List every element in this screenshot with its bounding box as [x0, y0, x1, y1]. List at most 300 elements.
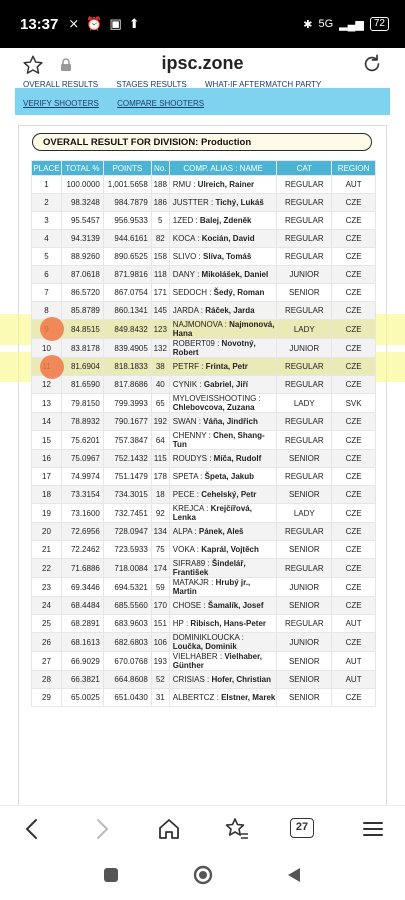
shooter-name: Najmonová, Hana: [172, 320, 275, 338]
cell-region: CZE: [332, 504, 376, 523]
shooter-name: Ribisch, Hans-Peter: [190, 619, 266, 628]
browser-bottom-nav: [0, 805, 405, 855]
status-bar: [0, 0, 405, 48]
cell-place: 17: [32, 468, 62, 486]
cell-no: 132: [151, 339, 169, 358]
shooter-name: Hrubý jr., Martin: [172, 578, 251, 596]
shooter-name: Kaprál, Vojtěch: [201, 545, 259, 554]
status-right: [303, 17, 389, 31]
cell-region: CZE: [332, 578, 376, 597]
cell-alias-name[interactable]: [169, 504, 277, 523]
site-nav-row: [15, 99, 212, 108]
status-notification-icons: [68, 16, 139, 32]
cell-no: 134: [151, 523, 169, 541]
cell-cat: SENIOR: [277, 689, 332, 707]
shooter-name: Loučka, Dominik: [172, 642, 237, 651]
cell-cat: JUNIOR: [277, 339, 332, 358]
cell-region: CZE: [332, 431, 376, 450]
alias-text: SIFRA89 :: [172, 559, 210, 568]
cell-cat: LADY: [277, 504, 332, 523]
cell-points: 723.5933: [103, 541, 151, 559]
result-row: [32, 431, 376, 450]
cell-region: CZE: [332, 376, 376, 394]
cell-region: AUT: [332, 615, 376, 633]
cell-no: 174: [151, 559, 169, 578]
cell-cat: JUNIOR: [277, 633, 332, 652]
nav-stages-results[interactable]: STAGES RESULTS: [116, 80, 187, 89]
cell-cat: REGULAR: [277, 523, 332, 541]
cell-place: 12: [32, 376, 62, 394]
cell-no: 92: [151, 504, 169, 523]
cell-cat: SENIOR: [277, 284, 332, 302]
cell-no: 40: [151, 376, 169, 394]
cell-alias-name[interactable]: [169, 176, 277, 194]
cell-points: 682.6803: [103, 633, 151, 652]
cell-points: 790.1677: [103, 413, 151, 431]
shooter-name: Elstner, Marek: [221, 693, 276, 702]
cell-total: 73.3154: [61, 486, 103, 504]
back-icon[interactable]: [20, 816, 46, 842]
cell-place: 19: [32, 504, 62, 523]
cell-points: 732.7451: [103, 504, 151, 523]
cell-alias-name[interactable]: [169, 284, 277, 302]
cell-no: 18: [151, 486, 169, 504]
col-cat[interactable]: CAT: [277, 161, 332, 176]
alias-text: HP :: [172, 619, 189, 628]
result-row: [32, 504, 376, 523]
cell-total: 78.8932: [61, 413, 103, 431]
bluetooth-icon: ✱: [303, 18, 313, 31]
cell-alias-name[interactable]: [169, 559, 277, 578]
bookmarks-icon[interactable]: [224, 816, 250, 842]
cell-region: CZE: [332, 212, 376, 230]
cell-region: CZE: [332, 266, 376, 284]
cell-cat: SENIOR: [277, 671, 332, 689]
forward-icon[interactable]: [88, 816, 114, 842]
cell-cat: REGULAR: [277, 302, 332, 320]
cell-alias-name[interactable]: [169, 248, 277, 266]
shooter-name: Frinta, Petr: [205, 362, 248, 371]
results-table: [31, 160, 376, 707]
cell-cat: LADY: [277, 320, 332, 339]
cell-cat: REGULAR: [277, 468, 332, 486]
cell-no: 186: [151, 194, 169, 212]
alias-text: CHENNY :: [172, 431, 211, 440]
shooter-name: Kocián, David: [201, 234, 255, 243]
cell-region: CZE: [332, 689, 376, 707]
menu-icon[interactable]: [360, 816, 386, 842]
cell-total: 68.1613: [61, 633, 103, 652]
cell-region: CZE: [332, 248, 376, 266]
cell-place: 18: [32, 486, 62, 504]
cell-alias-name[interactable]: [169, 302, 277, 320]
shooter-name: Krejčířová, Lenka: [172, 504, 252, 522]
cell-no: 106: [151, 633, 169, 652]
shooter-name: Pánek, Aleš: [198, 527, 244, 536]
alias-text: PECE :: [172, 490, 199, 499]
result-row: [32, 176, 376, 194]
alias-text: 1ZED :: [172, 216, 198, 225]
alias-text: KREJCA :: [172, 504, 209, 513]
cell-region: CZE: [332, 302, 376, 320]
shooter-name: Hofer, Christian: [211, 675, 272, 684]
cell-total: 68.2891: [61, 615, 103, 633]
result-row: [32, 633, 376, 652]
cell-points: 664.8608: [103, 671, 151, 689]
result-row: [32, 284, 376, 302]
alias-text: ALPA :: [172, 527, 197, 536]
cell-total: 73.1600: [61, 504, 103, 523]
cell-cat: REGULAR: [277, 376, 332, 394]
alias-text: CYNIK :: [172, 380, 202, 389]
cell-no: 123: [151, 320, 169, 339]
cell-no: 178: [151, 468, 169, 486]
shooter-name: Míča, Rudolf: [213, 454, 262, 463]
cell-place: 7: [32, 284, 62, 302]
col-total[interactable]: TOTAL %: [61, 161, 103, 176]
shooter-name: Slíva, Tomáš: [203, 252, 252, 261]
result-row: [32, 597, 376, 615]
cell-total: 85.8789: [61, 302, 103, 320]
cell-points: 849.8432: [103, 320, 151, 339]
shooter-name: Tichý, Lukáš: [215, 198, 264, 207]
cell-alias-name[interactable]: [169, 413, 277, 431]
cell-alias-name[interactable]: [169, 376, 277, 394]
cell-total: 66.3821: [61, 671, 103, 689]
cell-cat: LADY: [277, 394, 332, 413]
cell-alias-name[interactable]: [169, 523, 277, 541]
cell-place: 5: [32, 248, 62, 266]
cell-alias-name[interactable]: [169, 597, 277, 615]
shooter-name: Mikolášek, Daniel: [201, 270, 269, 279]
cell-cat: REGULAR: [277, 358, 332, 376]
cell-total: 68.4484: [61, 597, 103, 615]
cell-cat: REGULAR: [277, 176, 332, 194]
cell-region: CZE: [332, 559, 376, 578]
nfc-icon: ▣: [109, 16, 122, 31]
cell-points: 728.0947: [103, 523, 151, 541]
cell-region: CZE: [332, 597, 376, 615]
cell-total: 83.8178: [61, 339, 103, 358]
cell-place: 8: [32, 302, 62, 320]
result-row: [32, 615, 376, 633]
cell-cat: REGULAR: [277, 431, 332, 450]
cell-place: 2: [32, 194, 62, 212]
cell-region: AUT: [332, 671, 376, 689]
result-row: [32, 339, 376, 358]
cell-points: 818.1833: [103, 358, 151, 376]
cell-total: 81.6904: [61, 358, 103, 376]
cell-points: 871.9816: [103, 266, 151, 284]
nav-compare-shooters[interactable]: COMPARE SHOOTERS: [117, 99, 205, 108]
home-icon[interactable]: [156, 816, 182, 842]
result-row: [32, 450, 376, 468]
cell-total: 100.0000: [61, 176, 103, 194]
cell-points: 752.1432: [103, 450, 151, 468]
result-row: [32, 302, 376, 320]
cell-region: SVK: [332, 394, 376, 413]
cell-no: 31: [151, 689, 169, 707]
cell-region: CZE: [332, 486, 376, 504]
cell-region: CZE: [332, 523, 376, 541]
result-row: [32, 671, 376, 689]
cell-alias-name[interactable]: [169, 652, 277, 671]
shooter-name: Chlebovcova, Zuzana: [172, 403, 255, 412]
result-row: [32, 320, 376, 339]
cell-cat: SENIOR: [277, 486, 332, 504]
alias-text: ALBERTCZ :: [172, 693, 219, 702]
cell-place: 23: [32, 578, 62, 597]
signal-icon: ▂▄▆: [339, 18, 364, 31]
cell-region: CZE: [332, 194, 376, 212]
touch-marker: [40, 355, 64, 379]
home-circle-icon[interactable]: [193, 865, 213, 885]
cell-no: 192: [151, 413, 169, 431]
cell-place: 24: [32, 597, 62, 615]
shooter-name: Ulreich, Rainer: [197, 180, 255, 189]
cell-points: 890.6525: [103, 248, 151, 266]
result-row: [32, 689, 376, 707]
cell-alias-name[interactable]: [169, 230, 277, 248]
site-nav: [15, 80, 390, 115]
system-back-icon[interactable]: [285, 866, 303, 884]
reload-icon[interactable]: [361, 53, 383, 75]
cell-place: 10: [32, 339, 62, 358]
cell-alias-name[interactable]: [169, 615, 277, 633]
shooter-name: Šamalík, Josef: [207, 601, 264, 610]
cell-total: 71.6886: [61, 559, 103, 578]
touch-marker: [40, 317, 64, 341]
cell-region: CZE: [332, 468, 376, 486]
cell-region: CZE: [332, 284, 376, 302]
cell-alias-name[interactable]: [169, 671, 277, 689]
shooter-name: Vielhaber, Günther: [172, 652, 263, 670]
cell-cat: REGULAR: [277, 230, 332, 248]
cell-alias-name[interactable]: [169, 339, 277, 358]
col-points[interactable]: POINTS: [103, 161, 151, 176]
cell-alias-name[interactable]: [169, 486, 277, 504]
cell-alias-name[interactable]: [169, 689, 277, 707]
cell-alias-name[interactable]: [169, 541, 277, 559]
cell-no: 52: [151, 671, 169, 689]
alias-text: MATAKJR :: [172, 578, 214, 587]
cell-total: 72.6956: [61, 523, 103, 541]
cell-alias-name[interactable]: [169, 194, 277, 212]
cell-place: 15: [32, 431, 62, 450]
shooter-name: Šedý, Roman: [213, 288, 265, 297]
nav-overall-results[interactable]: OVERALL RESULTS: [23, 80, 99, 89]
col-alias[interactable]: COMP. ALIAS : NAME: [169, 161, 277, 176]
cell-no: 193: [151, 652, 169, 671]
cell-alias-name[interactable]: [169, 578, 277, 597]
cell-no: 115: [151, 450, 169, 468]
result-row: [32, 468, 376, 486]
cell-cat: SENIOR: [277, 652, 332, 671]
cell-no: 118: [151, 266, 169, 284]
alias-text: MYLOVEISSHOOTING :: [172, 394, 261, 403]
battery-indicator: 72: [370, 17, 389, 31]
cell-no: 64: [151, 431, 169, 450]
cell-points: 718.0084: [103, 559, 151, 578]
cell-region: CZE: [332, 450, 376, 468]
results-header-row: [32, 161, 376, 176]
alias-text: JUSTTER :: [172, 198, 214, 207]
alias-text: DANY :: [172, 270, 200, 279]
alias-text: CRISIAS :: [172, 675, 210, 684]
cell-place: 27: [32, 652, 62, 671]
cell-cat: REGULAR: [277, 413, 332, 431]
col-region[interactable]: REGION: [332, 161, 376, 176]
mute-icon: ⨯: [68, 16, 80, 31]
cell-no: 59: [151, 578, 169, 597]
result-row: [32, 541, 376, 559]
cell-place: 13: [32, 394, 62, 413]
alias-text: ROUDYS :: [172, 454, 212, 463]
cell-points: 817.8686: [103, 376, 151, 394]
cell-place: 28: [32, 671, 62, 689]
cell-alias-name[interactable]: [169, 358, 277, 376]
nav-verify-shooters[interactable]: VERIFY SHOOTERS: [23, 99, 99, 108]
cell-cat: JUNIOR: [277, 578, 332, 597]
col-place[interactable]: PLACE: [32, 161, 62, 176]
cell-points: 984.7879: [103, 194, 151, 212]
site-nav-cut-row: [15, 80, 329, 89]
cell-alias-name[interactable]: [169, 450, 277, 468]
cell-no: 171: [151, 284, 169, 302]
cell-total: 86.5720: [61, 284, 103, 302]
cell-cat: SENIOR: [277, 597, 332, 615]
cell-region: CZE: [332, 413, 376, 431]
alias-text: VIELHABER :: [172, 652, 223, 661]
shooter-name: Šindelář, František: [172, 559, 246, 577]
shooter-name: Novotný, Robert: [172, 339, 256, 357]
alarm-icon: ⏰: [86, 16, 103, 31]
alias-text: SWAN :: [172, 417, 201, 426]
shooter-name: Balej, Zdeněk: [199, 216, 252, 225]
cell-points: 1,001.5658: [103, 176, 151, 194]
cell-no: 145: [151, 302, 169, 320]
cell-place: 21: [32, 541, 62, 559]
cell-place: 1: [32, 176, 62, 194]
cell-total: 72.2462: [61, 541, 103, 559]
cell-total: 95.5457: [61, 212, 103, 230]
cell-no: 5: [151, 212, 169, 230]
cell-total: 65.0025: [61, 689, 103, 707]
cell-no: 38: [151, 358, 169, 376]
result-row: [32, 358, 376, 376]
cell-region: CZE: [332, 541, 376, 559]
cell-points: 860.1341: [103, 302, 151, 320]
cell-total: 74.9974: [61, 468, 103, 486]
network-label: 5G: [318, 18, 334, 30]
col-no[interactable]: No.: [151, 161, 169, 176]
alias-text: SEDOCH :: [172, 288, 212, 297]
division-title: OVERALL RESULT FOR DIVISION: Production: [32, 133, 372, 151]
alias-text: KOCA :: [172, 234, 200, 243]
result-row: [32, 194, 376, 212]
result-row: [32, 523, 376, 541]
url-text[interactable]: ipsc.zone: [161, 53, 244, 73]
cell-alias-name[interactable]: [169, 431, 277, 450]
cell-cat: JUNIOR: [277, 266, 332, 284]
cell-points: 683.9603: [103, 615, 151, 633]
recents-icon[interactable]: [102, 866, 120, 884]
cell-alias-name[interactable]: [169, 266, 277, 284]
shooter-name: Gabriel, Jiří: [203, 380, 248, 389]
cell-alias-name[interactable]: [169, 468, 277, 486]
cell-cat: REGULAR: [277, 248, 332, 266]
cell-place: 20: [32, 523, 62, 541]
cell-no: 188: [151, 176, 169, 194]
cell-points: 944.6161: [103, 230, 151, 248]
alias-text: SPETA :: [172, 472, 203, 481]
cell-region: CZE: [332, 339, 376, 358]
cell-total: 87.0618: [61, 266, 103, 284]
cell-total: 75.6201: [61, 431, 103, 450]
cell-cat: SENIOR: [277, 450, 332, 468]
cell-total: 98.3248: [61, 194, 103, 212]
cell-alias-name[interactable]: [169, 212, 277, 230]
result-row: [32, 578, 376, 597]
result-row: [32, 248, 376, 266]
cell-total: 66.9029: [61, 652, 103, 671]
result-row: [32, 266, 376, 284]
cell-region: AUT: [332, 652, 376, 671]
cell-points: 799.3993: [103, 394, 151, 413]
cell-points: 956.9533: [103, 212, 151, 230]
cell-points: 651.0430: [103, 689, 151, 707]
cell-no: 75: [151, 541, 169, 559]
cell-total: 75.0967: [61, 450, 103, 468]
result-row: [32, 230, 376, 248]
cell-alias-name[interactable]: [169, 320, 277, 339]
upload-icon: ⬆: [128, 16, 140, 31]
cell-place: 25: [32, 615, 62, 633]
cell-total: 88.9260: [61, 248, 103, 266]
alias-text: JARDA :: [172, 306, 203, 315]
cell-place: 6: [32, 266, 62, 284]
cell-place: 3: [32, 212, 62, 230]
cell-alias-name[interactable]: [169, 394, 277, 413]
cell-no: 82: [151, 230, 169, 248]
cell-alias-name[interactable]: [169, 633, 277, 652]
cell-cat: REGULAR: [277, 559, 332, 578]
alias-text: SLIVO :: [172, 252, 201, 261]
shooter-name: Špeta, Jakub: [204, 472, 254, 481]
cell-cat: REGULAR: [277, 212, 332, 230]
cell-cat: REGULAR: [277, 194, 332, 212]
cell-points: 839.4905: [103, 339, 151, 358]
cell-place: 22: [32, 559, 62, 578]
status-time: 13:37: [20, 15, 59, 33]
shooter-name: Cehelský, Petr: [201, 490, 257, 499]
cell-region: AUT: [332, 176, 376, 194]
cell-no: 65: [151, 394, 169, 413]
cell-points: 694.5321: [103, 578, 151, 597]
cell-total: 79.8150: [61, 394, 103, 413]
nav-what-if[interactable]: WHAT-IF AFTERMATCH PARTY: [205, 80, 322, 89]
result-row: [32, 559, 376, 578]
alias-text: ROBERT09 :: [172, 339, 220, 348]
cell-points: 670.0768: [103, 652, 151, 671]
cell-place: 4: [32, 230, 62, 248]
alias-text: DOMINIKLOUCKA :: [172, 633, 244, 642]
cell-points: 685.5560: [103, 597, 151, 615]
shooter-name: Váňa, Jindřich: [203, 417, 258, 426]
alias-text: PETRF :: [172, 362, 204, 371]
cell-region: CZE: [332, 358, 376, 376]
tabs-counter[interactable]: 27: [290, 818, 314, 838]
